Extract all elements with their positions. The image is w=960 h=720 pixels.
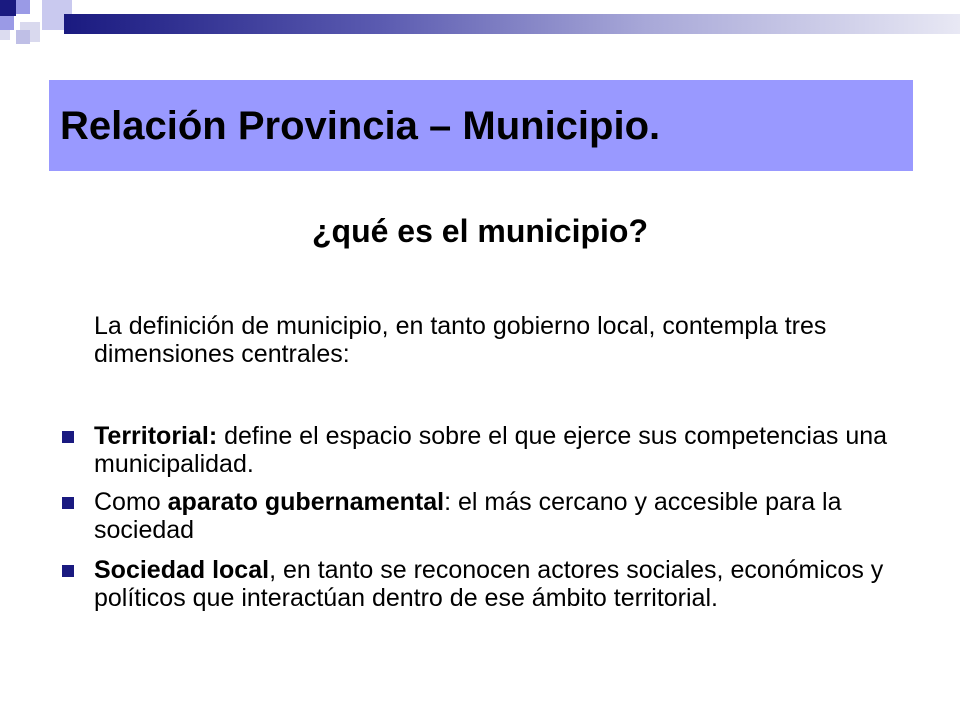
corner-square-pale — [16, 30, 30, 44]
slide-title: Relación Provincia – Municipio. — [60, 104, 661, 148]
corner-square-light — [16, 0, 30, 14]
square-bullet-icon — [62, 565, 74, 577]
slide-subtitle: ¿qué es el municipio? — [311, 213, 649, 249]
intro-paragraph: La definición de municipio, en tanto gobierno local, contempla tres dimensiones centrales: — [94, 312, 827, 368]
bullet-item-aparato — [62, 488, 922, 544]
corner-square-dark — [0, 0, 16, 16]
bullet-bold-term: Sociedad local — [94, 556, 270, 584]
square-bullet-icon — [62, 497, 74, 509]
bullet-bold-term: aparato gubernamental — [167, 488, 445, 516]
bullet-prefix-text: Como — [94, 488, 168, 516]
bullet-list — [62, 422, 922, 622]
header-gradient-bar — [64, 14, 960, 34]
bullet-bold-term: Territorial: — [94, 422, 218, 450]
square-bullet-icon — [62, 431, 74, 443]
bullet-text: , en tanto se reconocen actores sociales, económicos y políticos que interactúan dentro de ese ámbito territorial. — [94, 556, 884, 612]
bullet-item-sociedad — [62, 556, 922, 612]
corner-square-light — [0, 16, 14, 30]
bullet-item-territorial — [62, 422, 922, 478]
bullet-text: define el espacio sobre el que ejerce sus competencias una municipalidad. — [94, 422, 888, 478]
corner-square-pale — [0, 30, 10, 40]
bullet-text: : el más cercano y accesible para la sociedad — [94, 488, 842, 544]
